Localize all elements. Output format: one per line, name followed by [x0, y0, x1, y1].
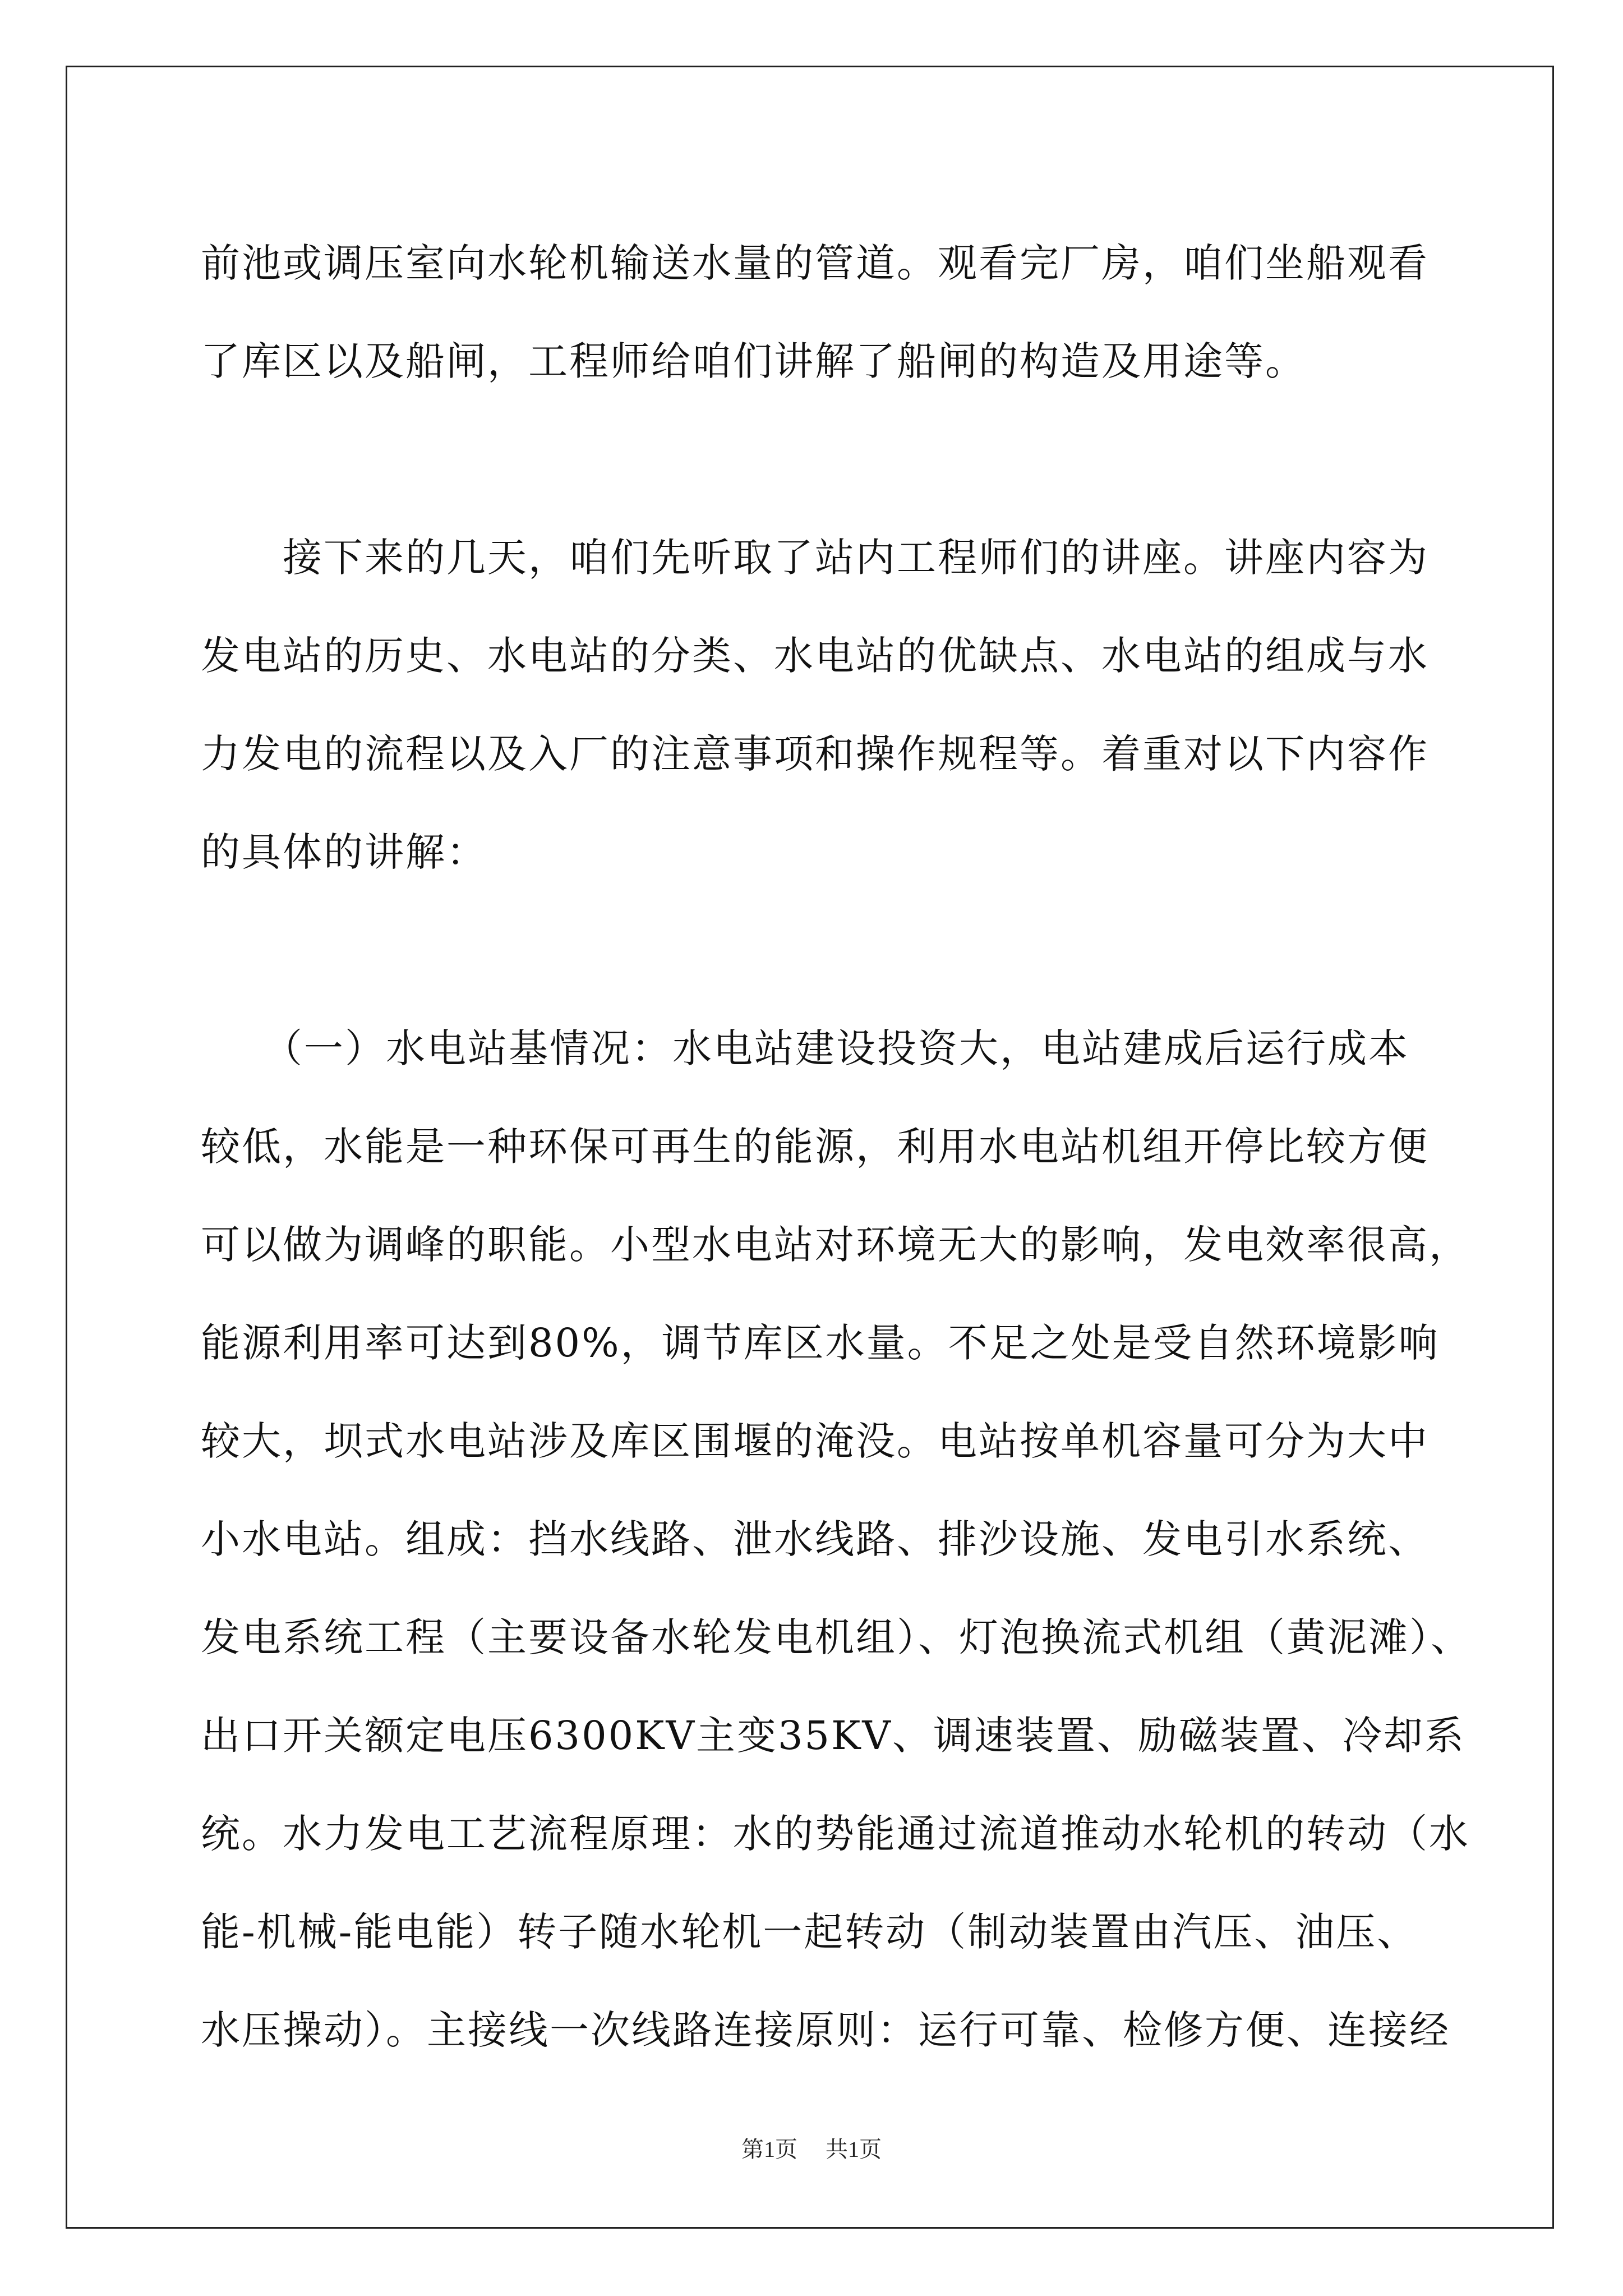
- text-line: 发电站的历史、水电站的分类、水电站的优缺点、水电站的组成与水: [201, 633, 1429, 679]
- text-line: 可以做为调峰的职能。小型水电站对环境无大的影响，发电效率很高，: [201, 1222, 1470, 1268]
- text-line: 较大，坝式水电站涉及库区围堰的淹没。电站按单机容量可分为大中: [201, 1418, 1429, 1464]
- document-body: [201, 214, 1472, 2079]
- page-number: 第1页: [741, 2137, 797, 2162]
- text-line: 接下来的几天，咱们先听取了站内工程师们的讲座。讲座内容为: [201, 535, 1429, 581]
- blank-line: [201, 901, 1435, 1000]
- page-total: 共1页: [826, 2137, 882, 2162]
- text-line: 力发电的流程以及入厂的注意事项和操作规程等。着重对以下内容作: [201, 731, 1429, 777]
- text-line: 小水电站。组成：挡水线路、泄水线路、排沙设施、发电引水系统、: [201, 1516, 1429, 1562]
- text-line: 能-机械-能电能）转子随水轮机一起转动（制动装置由汽压、油压、: [201, 1909, 1418, 1955]
- text-line: 出口开关额定电压6300KV主变35KV、调速装置、励磁装置、冷却系: [201, 1713, 1465, 1759]
- text-line: 水压操动）。主接线一次线路连接原则：运行可靠、检修方便、连接经: [201, 2007, 1450, 2053]
- blank-line: [201, 411, 1435, 509]
- text-line: 较低，水能是一种环保可再生的能源，利用水电站机组开停比较方便: [201, 1124, 1429, 1170]
- text-line: 统。水力发电工艺流程原理：水的势能通过流道推动水轮机的转动（水: [201, 1811, 1470, 1857]
- page-footer: [0, 2132, 1623, 2164]
- text-line: 了库区以及船闸，工程师给咱们讲解了船闸的构造及用途等。: [201, 338, 1306, 384]
- text-line: 的具体的讲解：: [201, 829, 487, 875]
- text-line: 发电系统工程（主要设备水轮发电机组）、灯泡换流式机组（黄泥滩）、: [201, 1614, 1472, 1660]
- text-line: （一）水电站基情况：水电站建设投资大，电站建成后运行成本: [201, 1025, 1409, 1071]
- text-line: 前池或调压室向水轮机输送水量的管道。观看完厂房，咱们坐船观看: [201, 240, 1429, 286]
- text-line: 能源利用率可达到80%，调节库区水量。不足之处是受自然环境影响: [201, 1320, 1440, 1366]
